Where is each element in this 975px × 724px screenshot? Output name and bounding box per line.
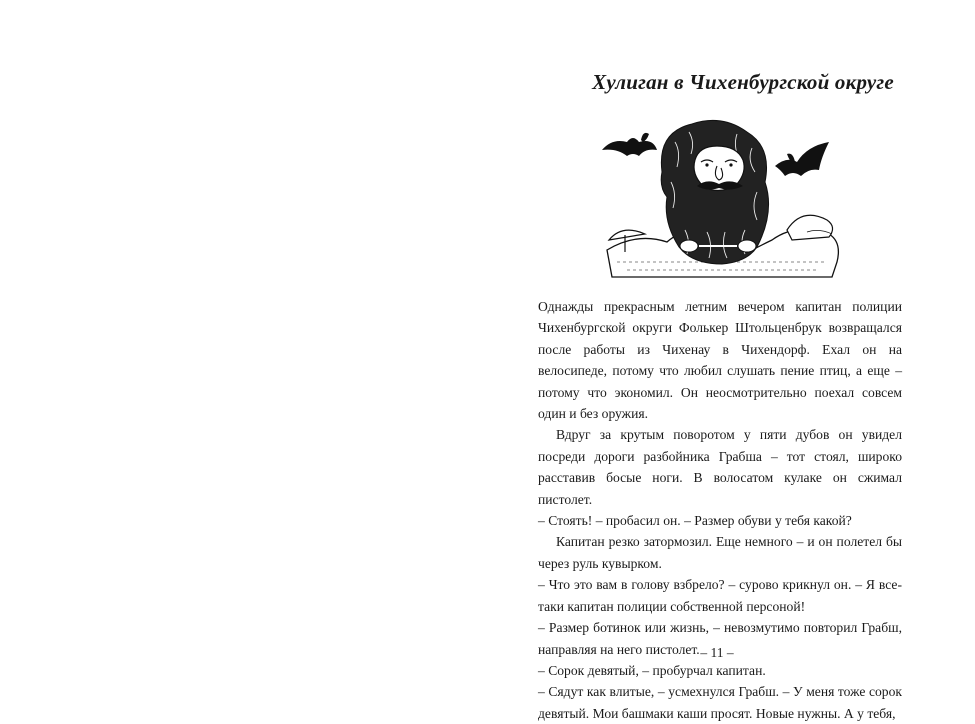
chapter-title: Хулиган в Чихенбургской округе <box>592 70 894 94</box>
paragraph: Вдруг за крутым поворотом у пяти дубов он увидел посреди дороги разбойника Грабша – тот стоял, широко расставив босые ноги. В волосатом кулаке он сжимал пистолет. <box>538 427 902 507</box>
dialogue-line: – Размер ботинок или жизнь, – невозмутимо повторил Грабш, направляя на него пистолет. <box>538 620 902 657</box>
dialogue-line: – Сорок девятый, – пробурчал капитан. <box>538 662 766 678</box>
dialogue-line: – Что это вам в голову взбрело? – сурово крикнул он. – Я все-таки капитан полиции собственной персоной! <box>538 577 902 614</box>
page-number: – 11 – <box>700 645 734 660</box>
paragraph: Однажды прекрасным летним вечером капитан полиции Чихенбургской округи Фолькер Штольценбрук возвращался после работы из Чихенау в Чихендорф. Ехал он на велосипеде, потому что любил слушать пение птиц, а еще – потому что экономил. Он неосмотрительно поехал совсем один и без оружия. <box>538 299 902 422</box>
bat-right-icon <box>775 142 829 176</box>
paragraph: Капитан резко затормозил. Еще немного – и он полетел бы через руль кувырком. <box>538 534 902 571</box>
dialogue-line: – Сядут как влитые, – усмехнулся Грабш. – У меня тоже сорок девятый. Мои башмаки каши просят. Новые нужны. А у тебя, <box>538 684 902 721</box>
dialogue-line: – Стоять! – пробасил он. – Размер обуви у тебя какой? <box>538 513 852 529</box>
left-page-blank <box>0 0 487 694</box>
bat-left-icon <box>602 133 657 156</box>
right-page <box>487 0 975 721</box>
robber-illustration <box>597 112 847 287</box>
